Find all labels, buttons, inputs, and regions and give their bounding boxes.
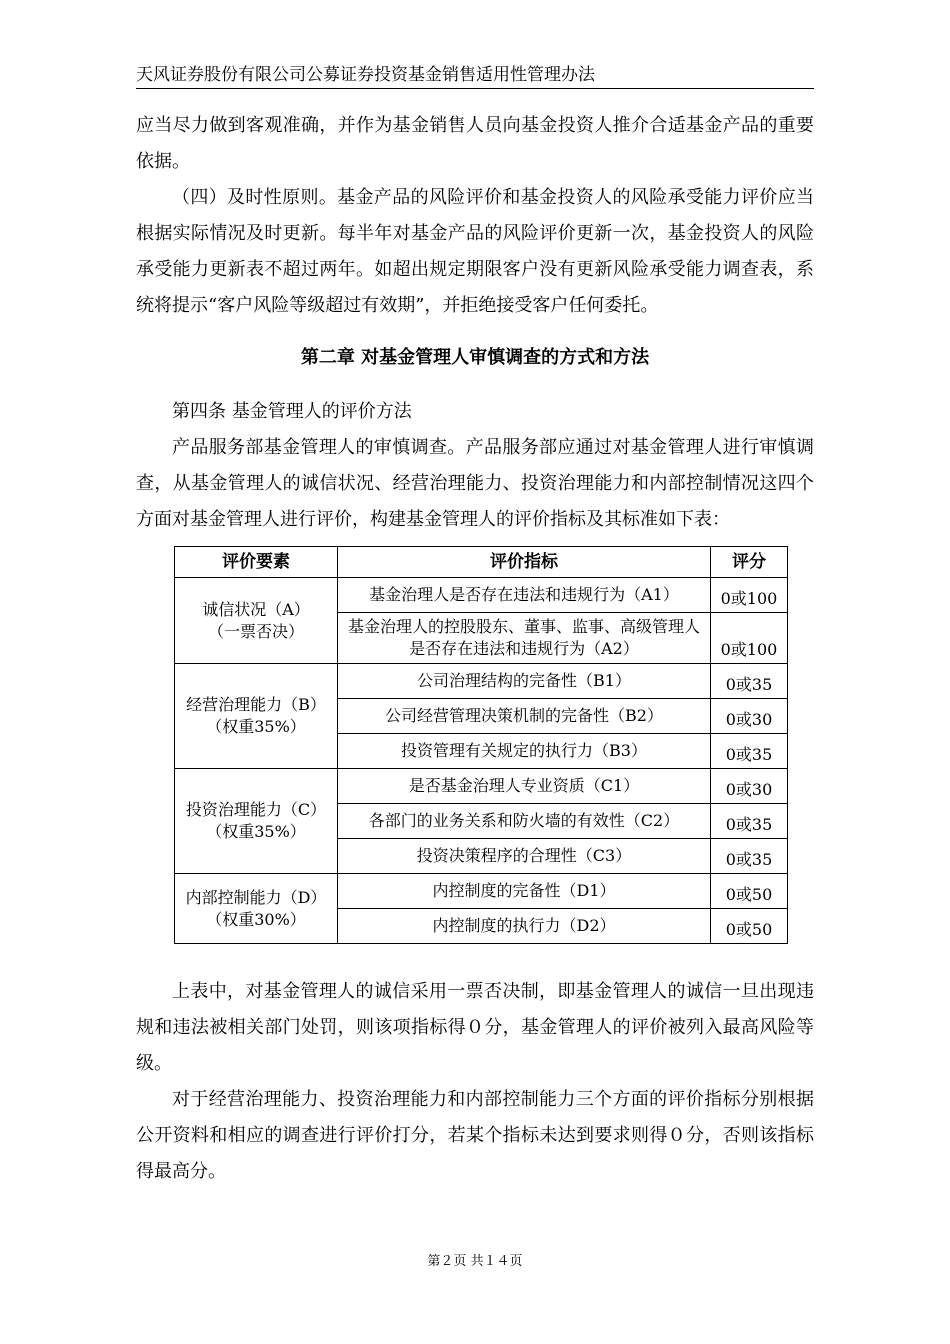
indicator-cell: 公司经营管理决策机制的完备性（B2） [338, 699, 711, 734]
table-row [175, 664, 788, 699]
paragraph: 上表中，对基金管理人的诚信采用一票否决制，即基金管理人的诚信一旦出现违规和违法被相关部门处罚，则该项指标得０分，基金管理人的评价被列入最高风险等级。 [136, 981, 814, 1074]
indicator-cell: 是否基金治理人专业资质（C1） [338, 769, 711, 804]
indicator-cell: 内控制度的执行力（D2） [338, 909, 711, 944]
indicator-cell: 基金治理人的控股股东、董事、监事、高级管理人是否存在违法和违规行为（A2） [338, 613, 711, 664]
element-cell [175, 578, 338, 664]
indicator-cell: 投资管理有关规定的执行力（B3） [338, 734, 711, 769]
page-footer [0, 1250, 950, 1269]
element-name: 投资治理能力（C） [185, 800, 327, 819]
indicator-cell: 投资决策程序的合理性（C3） [338, 839, 711, 874]
score-cell: 0或50 [711, 909, 788, 944]
element-note: （权重35%） [206, 717, 306, 736]
element-name: 经营治理能力（B） [186, 695, 326, 714]
table-header-row [175, 547, 788, 578]
element-cell [175, 874, 338, 944]
document-body [136, 108, 814, 1190]
score-cell: 0或100 [711, 578, 788, 613]
table-row [175, 578, 788, 613]
indicator-cell: 各部门的业务关系和防火墙的有效性（C2） [338, 804, 711, 839]
element-name: 诚信状况（A） [202, 599, 310, 619]
table-header-cell: 评价指标 [338, 547, 711, 578]
score-cell: 0或30 [711, 769, 788, 804]
indicator-cell: 内控制度的完备性（D1） [338, 874, 711, 909]
evaluation-table [174, 546, 788, 944]
element-note: （权重30%） [206, 909, 306, 929]
element-note: （权重35%） [206, 822, 306, 841]
score-cell: 0或50 [711, 874, 788, 909]
indicator-cell: 公司治理结构的完备性（B1） [338, 664, 711, 699]
score-cell: 0或35 [711, 664, 788, 699]
element-name: 内部控制能力（D） [185, 887, 327, 907]
header-title: 天风证券股份有限公司公募证券投资基金销售适用性管理办法 [136, 65, 595, 85]
article-title: 第四条 基金管理人的评价方法 [172, 401, 412, 422]
indicator-cell: 基金治理人是否存在违法和违规行为（A1） [338, 578, 711, 613]
score-cell: 0或35 [711, 734, 788, 769]
paragraph: （四）及时性原则。基金产品的风险评价和基金投资人的风险承受能力评价应当根据实际情况及时更新。每半年对基金产品的风险评价更新一次，基金投资人的风险承受能力更新表不超过两年。如超出规定期限客户没有更新风险承受能力调查表，系统将提示“客户风险等级超过有效期”，并拒绝接受客户任何委托。 [136, 187, 814, 316]
paragraph: 应当尽力做到客观准确，并作为基金销售人员向基金投资人推介合适基金产品的重要依据。 [136, 115, 814, 172]
page-header [136, 62, 814, 89]
table-header-cell: 评分 [711, 547, 788, 578]
score-cell: 0或35 [711, 804, 788, 839]
score-cell: 0或30 [711, 699, 788, 734]
paragraph: 产品服务部基金管理人的审慎调查。产品服务部应通过对基金管理人进行审慎调查，从基金管理人的诚信状况、经营治理能力、投资治理能力和内部控制情况这四个方面对基金管理人进行评价，构建基金管理人的评价指标及其标准如下表： [136, 437, 814, 530]
element-cell [175, 664, 338, 769]
chapter-title: 第二章 对基金管理人审慎调查的方式和方法 [300, 347, 650, 368]
table-row [175, 874, 788, 909]
score-cell: 0或100 [711, 613, 788, 664]
paragraph: 对于经营治理能力、投资治理能力和内部控制能力三个方面的评价指标分别根据公开资料和相应的调查进行评价打分，若某个指标未达到要求则得０分，否则该指标得最高分。 [136, 1089, 814, 1182]
page-number: 第２页 共１４页 [427, 1254, 523, 1269]
table-row [175, 769, 788, 804]
score-cell: 0或35 [711, 839, 788, 874]
element-cell [175, 769, 338, 874]
element-note: （一票否决） [207, 621, 304, 641]
table-header-cell: 评价要素 [175, 547, 338, 578]
